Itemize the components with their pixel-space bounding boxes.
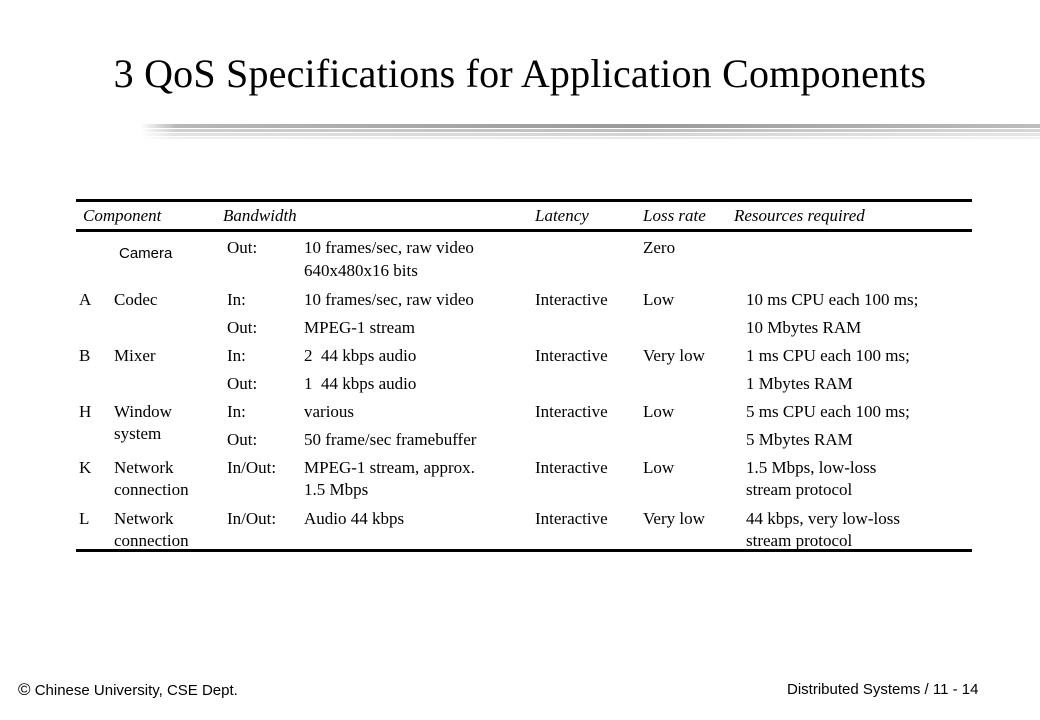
component-name: Network (114, 509, 174, 528)
loss-rate: Low (643, 458, 675, 477)
bandwidth-direction: Out: (227, 238, 258, 257)
bandwidth-direction: In: (227, 346, 246, 365)
table-top-rule (76, 199, 972, 202)
component-id: K (79, 458, 92, 477)
loss-rate: Low (643, 290, 675, 309)
latency: Interactive (535, 290, 608, 309)
header-latency: Latency (535, 206, 589, 225)
loss-rate: Very low (643, 509, 705, 528)
component-id: B (79, 346, 91, 365)
loss-rate: Very low (643, 346, 705, 365)
component-id: L (79, 509, 90, 528)
table-header-rule (76, 229, 972, 232)
bandwidth-value: 10 frames/sec, raw video (304, 238, 474, 257)
header-resources: Resources required (734, 206, 865, 225)
bandwidth-direction: Out: (227, 318, 258, 337)
latency: Interactive (535, 509, 608, 528)
resources-required: 10 ms CPU each 100 ms; (746, 290, 919, 309)
component-name: Window (114, 402, 172, 421)
bandwidth-value: MPEG-1 stream, approx. (304, 458, 475, 477)
bandwidth-value: 1 44 kbps audio (304, 374, 417, 393)
latency: Interactive (535, 458, 608, 477)
bandwidth-direction: In/Out: (227, 458, 277, 477)
header-loss-rate: Loss rate (643, 206, 706, 225)
component-name: system (114, 424, 162, 443)
resources-required: stream protocol (746, 531, 853, 550)
copyright-icon: © (18, 680, 31, 699)
bandwidth-value: various (304, 402, 355, 421)
header-component: Component (83, 206, 162, 225)
latency: Interactive (535, 402, 608, 421)
bandwidth-value: 50 frame/sec framebuffer (304, 430, 477, 449)
component-id: H (79, 402, 92, 421)
bandwidth-direction: Out: (227, 430, 258, 449)
component-name: Codec (114, 290, 158, 309)
component-name: connection (114, 480, 189, 499)
bandwidth-direction: In: (227, 290, 246, 309)
resources-required: 1.5 Mbps, low-loss (746, 458, 877, 477)
header-bandwidth: Bandwidth (223, 206, 297, 225)
bandwidth-value: MPEG-1 stream (304, 318, 415, 337)
resources-required: stream protocol (746, 480, 853, 499)
title-underline (140, 124, 1040, 140)
loss-rate: Zero (643, 238, 676, 257)
component-id: A (79, 290, 92, 309)
component-name: Camera (119, 245, 173, 262)
resources-required: 1 ms CPU each 100 ms; (746, 346, 910, 365)
resources-required: 5 ms CPU each 100 ms; (746, 402, 910, 421)
bandwidth-value: 2 44 kbps audio (304, 346, 417, 365)
bandwidth-direction: In/Out: (227, 509, 277, 528)
footer-left (18, 681, 238, 700)
resources-required: 5 Mbytes RAM (746, 430, 853, 449)
bandwidth-direction: In: (227, 402, 246, 421)
slide-title: 3 QoS Specifications for Application Components (113, 51, 927, 96)
component-name: Mixer (114, 346, 156, 365)
component-name: connection (114, 531, 189, 550)
bandwidth-value: 1.5 Mbps (304, 480, 369, 499)
resources-required: 44 kbps, very low-loss (746, 509, 900, 528)
bandwidth-value: Audio 44 kbps (304, 509, 405, 528)
qos-table (76, 199, 972, 554)
footer-institution: Chinese University, CSE Dept. (30, 682, 238, 699)
bandwidth-value: 640x480x16 bits (304, 261, 418, 280)
bandwidth-direction: Out: (227, 374, 258, 393)
resources-required: 1 Mbytes RAM (746, 374, 853, 393)
resources-required: 10 Mbytes RAM (746, 318, 862, 337)
bandwidth-value: 10 frames/sec, raw video (304, 290, 474, 309)
component-name: Network (114, 458, 174, 477)
loss-rate: Low (643, 402, 675, 421)
latency: Interactive (535, 346, 608, 365)
footer-page-info: Distributed Systems / 11 - 14 (787, 681, 979, 698)
